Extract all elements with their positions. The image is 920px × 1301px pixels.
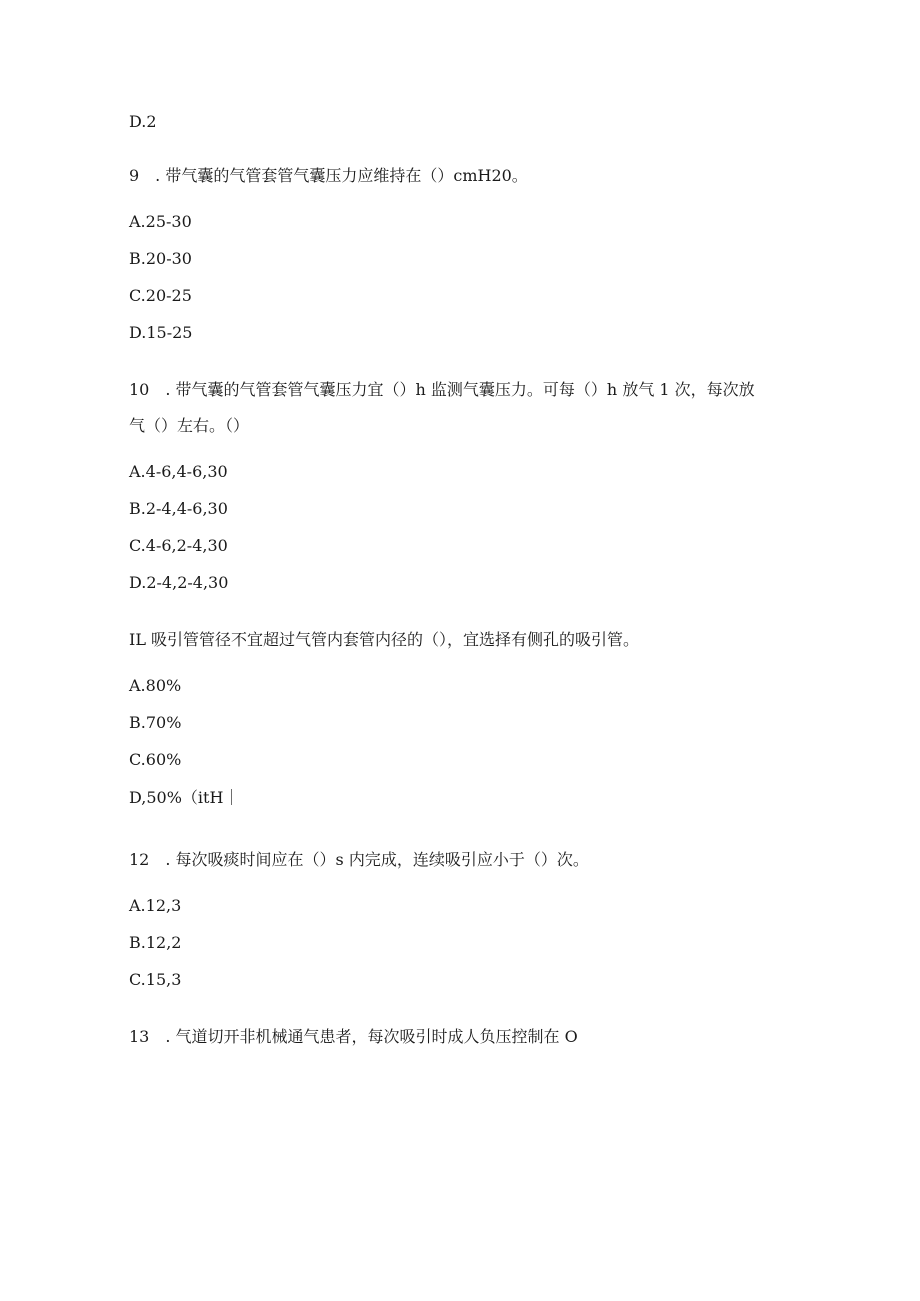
- option-line: B.2-4,4-6,30: [129, 499, 228, 518]
- option-line: A.4-6,4-6,30: [129, 462, 228, 481]
- option-line: B.20-30: [129, 249, 192, 268]
- option-line: D.15-25: [129, 323, 193, 342]
- option-line: D,50%（itH｜: [129, 788, 240, 807]
- option-line: D.2: [129, 112, 157, 131]
- question-line: 12 . 每次吸痰时间应在（）s 内完成，连续吸引应小于（）次。: [129, 850, 589, 869]
- option-line: D.2-4,2-4,30: [129, 573, 229, 592]
- option-line: C.4-6,2-4,30: [129, 536, 228, 555]
- question-line: IL 吸引管管径不宜超过气管内套管内径的（），宜选择有侧孔的吸引管。: [129, 630, 640, 649]
- option-line: B.70%: [129, 713, 182, 732]
- option-line: A.25-30: [129, 212, 192, 231]
- option-line: A.80%: [129, 676, 182, 695]
- option-line: C.15,3: [129, 970, 182, 989]
- option-line: C.60%: [129, 750, 182, 769]
- question-line: 13 . 气道切开非机械通气患者，每次吸引时成人负压控制在 O: [129, 1027, 578, 1046]
- question-line: 10 . 带气囊的气管套管气囊压力宜（）h 监测气囊压力。可每（）h 放气 1 次，每次放: [129, 380, 755, 399]
- question-line: 9 . 带气囊的气管套管气囊压力应维持在（）cmH20。: [129, 166, 528, 185]
- question-line-continued: 气（）左右。（）: [129, 416, 250, 435]
- option-line: C.20-25: [129, 286, 192, 305]
- option-line: A.12,3: [129, 896, 182, 915]
- option-line: B.12,2: [129, 933, 182, 952]
